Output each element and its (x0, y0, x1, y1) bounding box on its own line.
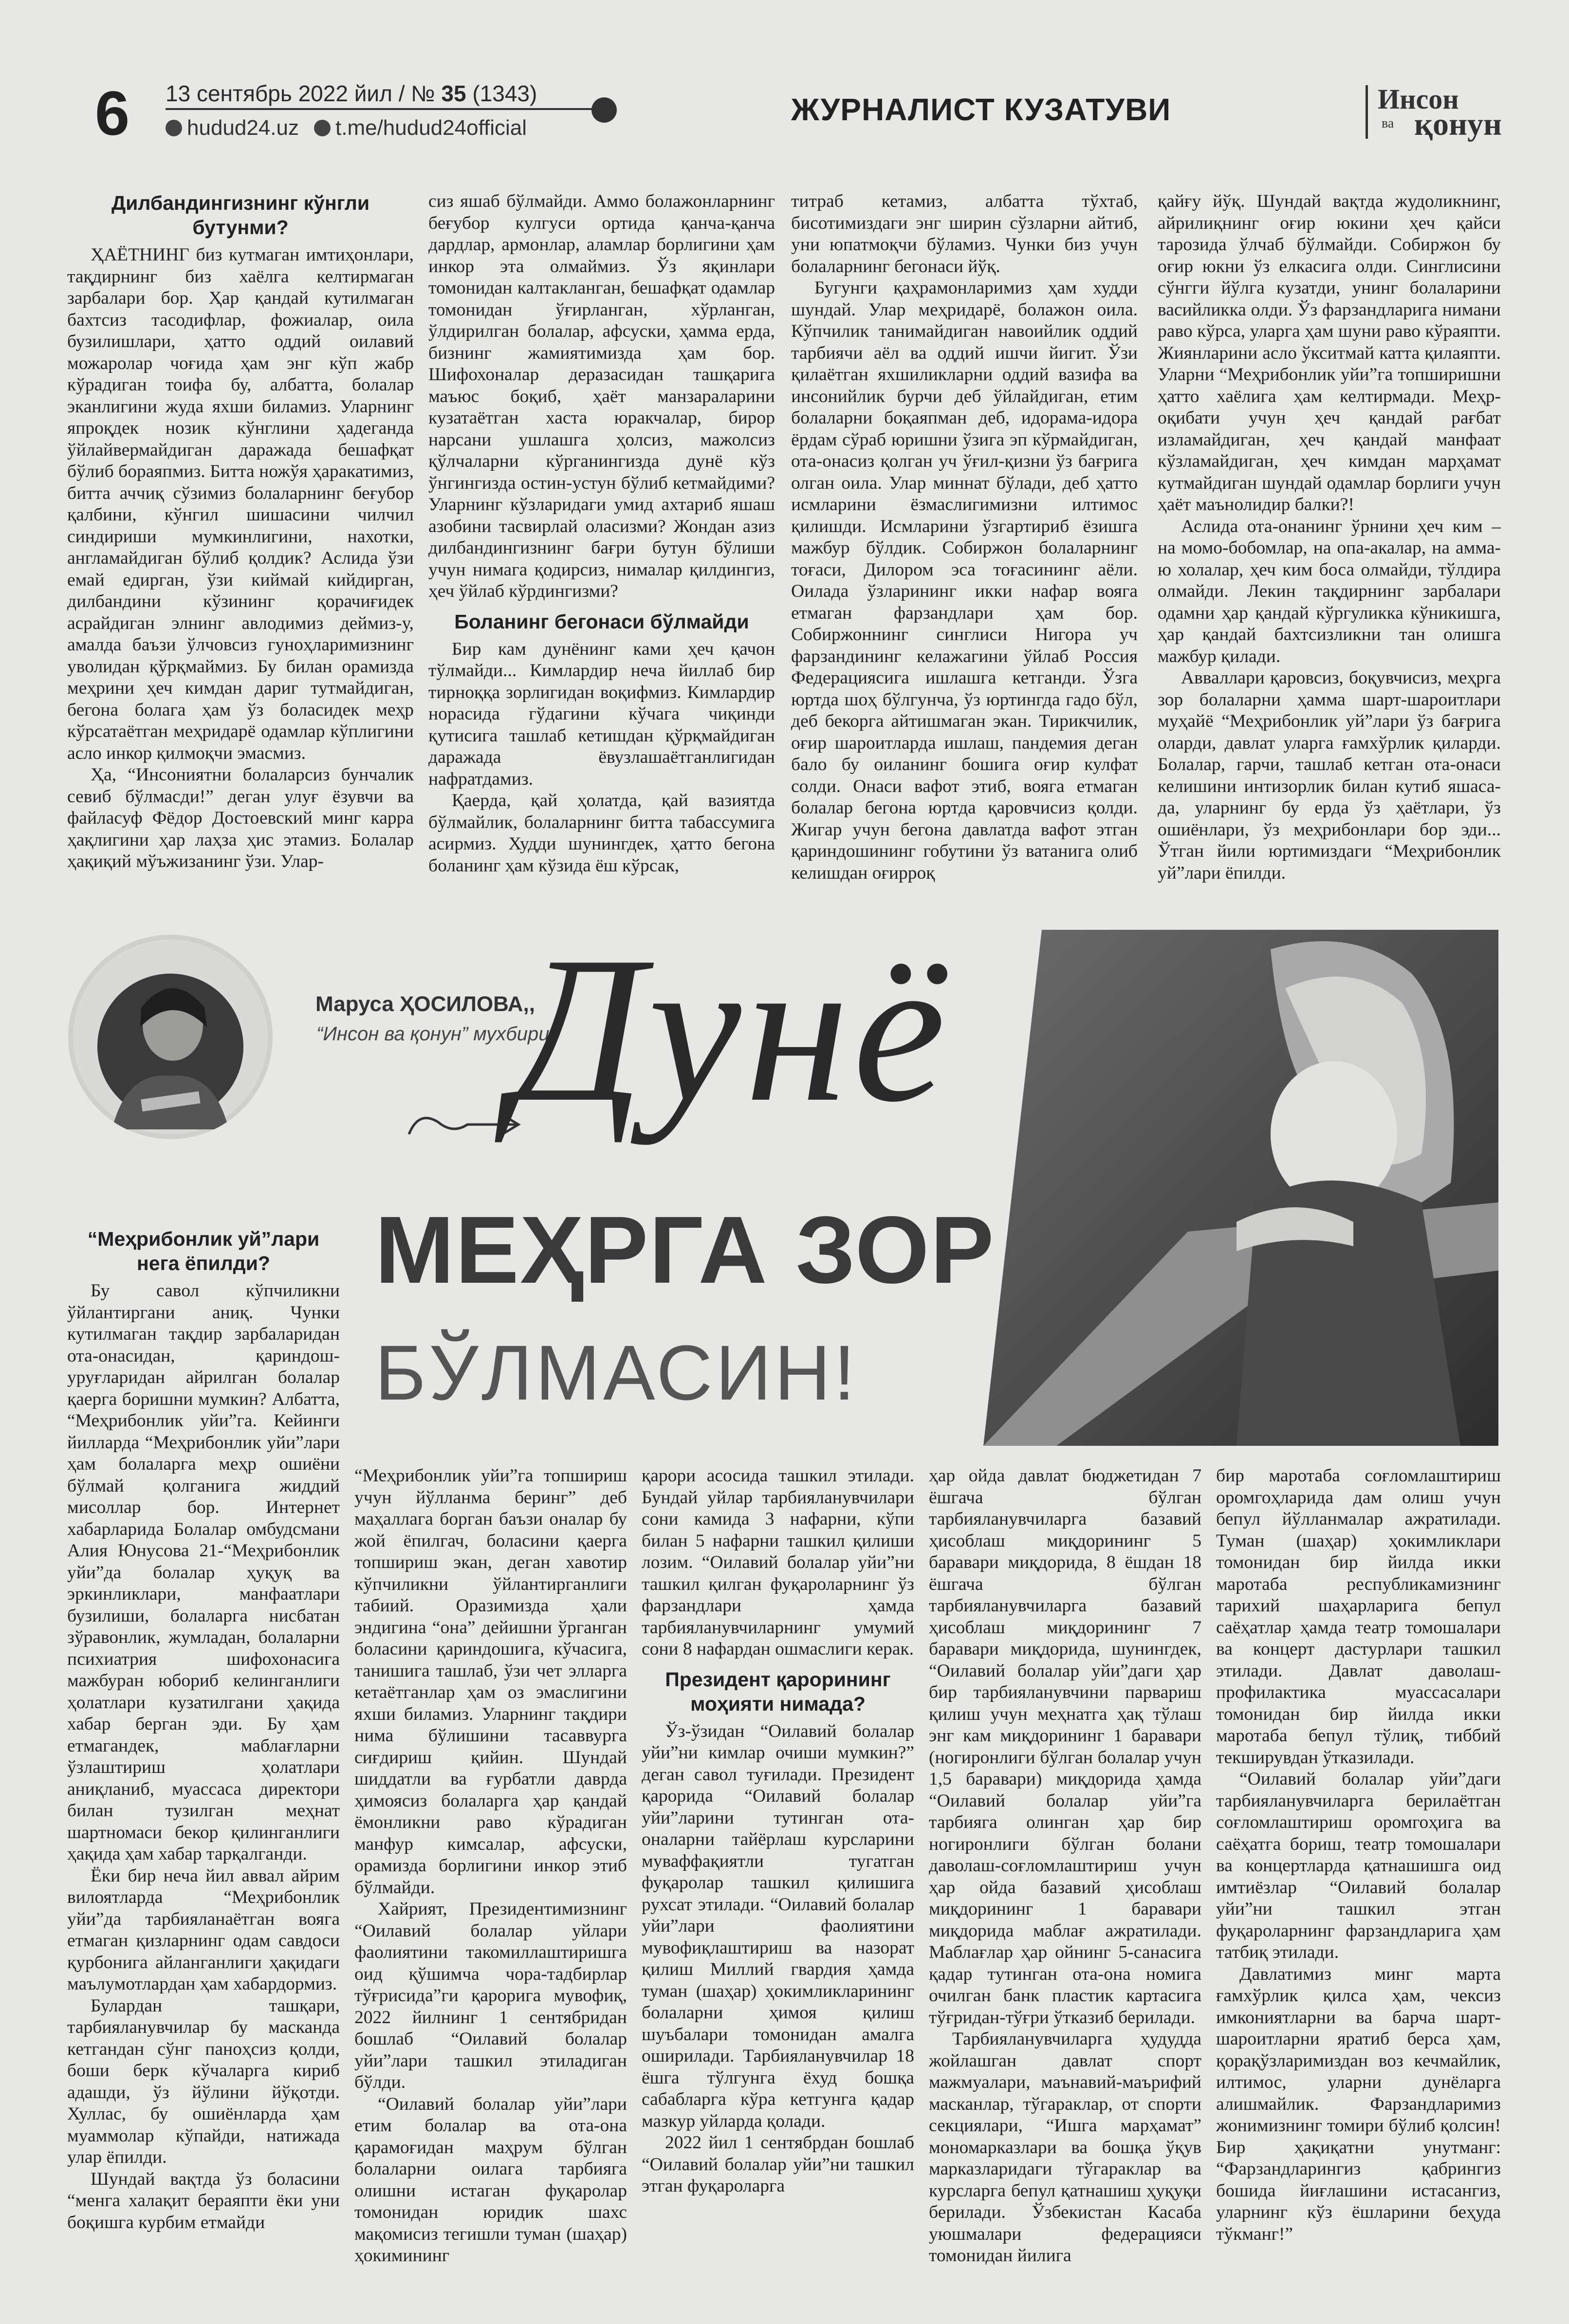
column-2 (428, 191, 775, 877)
page-number: 6 (95, 79, 130, 148)
issue-number: 35 (441, 81, 466, 106)
column-1 (67, 191, 414, 873)
headline-line2: БЎЛМАСИН! (375, 1329, 858, 1416)
paragraph: “Оилавий болалар уйи”лари етим болалар ва ота-она қарамоғидан маҳрум бўлган болаларни оилага тарбияга олишни истаган фуқаролар томонидан юридик шахс мақомисиз тегишли туман (шаҳар) ҳокимининг (354, 2094, 627, 2266)
paragraph: Қаерда, қай ҳолатда, қай вазиятда бўлмайлик, болаларнинг битта табассумига асирмиз. Худди шунингдек, ҳатто бегона боланинг ҳам кўзида ёш кўрсак, (428, 791, 775, 876)
date-text: 13 сентябрь 2022 йил / № (166, 81, 442, 106)
paragraph: қарори асосида ташкил этилади. Бундай уйлар тарбияланувчилари сони камида 3 нафарни, кўпи билан 5 нафарни ташкил қилиши лозим. “Оилавий болалар уйи”ни ташкил қилган фуқароларнинг ўз фарзандлари ҳамда тарбияланувчиларнинг умумий сони 8 нафардан ошмаслиги керак. (642, 1466, 914, 1659)
column-4 (1158, 191, 1501, 884)
column-6 (354, 1465, 627, 2267)
subhead-1: Дилбандингизнинг кўнгли бутунми? (111, 192, 370, 239)
paragraph: Булардан ташқари, тарбияланувчилар бу масканда кетгандан сўнг паноҳсиз қолди, боши берк кўчаларга кириб адашди, ўз йўлини йўқотди. Хуллас, бу ошиёнларда ҳам муаммолар кўпайди, натижада улар ёпилди. (67, 1995, 340, 2167)
paragraph: ҳар ойда давлат бюджетидан 7 ёшгача бўлган тарбияланувчиларга базавий ҳисоблаш миқдорининг 5 баравари миқдорида, 8 ёшдан 18 ёшгача бўлган тарбияланувчиларга базавий ҳисоблаш миқдорининг 7 баравари миқдорида, шунингдек, “Оилавий болалар уйи”даги ҳар бир тарбияланувчини парвариш қилиш учун меҳнатга ҳақ тўлаш энг кам миқдорининг 1 баравари (ногиронлиги бўлган болалар учун 1,5 баравари) миқдорида ҳамда “Оилавий болалар уйи”га тарбияга олинган ҳар бир ногиронлиги бўлган болани даволаш-соғломлаштириш учун ҳар ойда базавий ҳисоблаш миқдорининг 1 баравари миқдорида маблағ ажратилади. Маблағлар ҳар ойнинг 5-санасига қадар тутинган ота-она номига очилган банк пластик картасига тўғридан-тўғри ўтказиб берилади. (929, 1466, 1201, 2028)
paragraph: ҲАЁТНИНГ биз кутмаган имтиҳонлари, тақдирнинг биз хаёлга келтирмаган зарбалари бор. Ҳар қандай кутилмаган бахтсиз тасодифлар, фожиалар, оила бузилишлари, ҳатто оддий оилавий можаролар чоғида ҳам энг кўп жабр кўрадиган тоифа бу, албатта, болалар эканлигини жуда яхши биламиз. Уларнинг япроқдек нозик кўнглини ҳадеганда ўйлайвермайдиган даражада бешафқат бўлиб бораяпмиз. Битта ножўя ҳаракатимиз, битта аччиқ сўзимиз болаларнинг беғубор қалбини, кўнгил шишасини чилчил синдириши мумкинлигини, нахотки, англамайдиган бўлиб қолдик? Аслида ўзи емай едирган, ўзи киймай кийдирган, дилбандини кўзининг қорачиғидек асрайдиган элнинг авлодимиз деймиз-у, амалда баъзи ўлчовсиз гуноҳларимизнинг уволидан қўрқмаймиз. Бу билан орамизда меҳрини ҳеч кимдан дариг тутмайдиган, бегона болага ҳам ўз боласидек меҳр кўрсатаётган меҳридарё одамлар кўплигини асло инкор қилмоқчи эмасмиз. (67, 245, 414, 763)
paragraph: титраб кетамиз, албатта тўхтаб, бисотимиздаги энг ширин сўзларни айтиб, уни юпатмоқчи бўламиз. Чунки биз учун болаларнинг бегонаси йўқ. (791, 191, 1138, 277)
section-title: ЖУРНАЛИСТ КУЗАТУВИ (791, 92, 1171, 127)
paragraph: Авваллари қаровсиз, боқувчисиз, меҳрга зор болаларни ҳамма шарт-шароитлари муҳайё “Меҳрибонлик уй”лари ўз бағрига оларди, давлат уларга ғамхўрлик қиларди. Болалар, гарчи, ташлаб кетган ота-онаси келишини интизорлик билан кутиб яшаса-да, уларнинг бу ерда ўз ҳаётлари, ўз ошиёнлари, ўз меҳрибонлари бор эди... Ўтган йили юртимиздаги “Меҳрибонлик уй”лари ёпилди. (1158, 668, 1501, 883)
paragraph: Ёки бир неча йил аввал айрим вилоятларда “Меҳрибонлик уйи”да тарбияланаётган вояга етмаган қизларнинг одам савдоси қурбонига айланганлиги ҳақидаги маълумотлардан ҳам хабардормиз. (67, 1865, 340, 1994)
header-dot (591, 97, 617, 123)
headline-line1: МЕҲРГА ЗОР (375, 1197, 995, 1303)
column-7 (642, 1465, 914, 2197)
logo-divider (1366, 85, 1368, 139)
paragraph: Давлатимиз минг марта ғамхўрлик қилса ҳам, чексиз имкониятларни ва барча шарт-шароитларни яратиб берса ҳам, қорақўзларимиздан воз кечмайлик, илтимос, уларни дунёларга алишмайлик. Фарзандларимиз жонимизнинг томири бўлиб қолсин! Бир ҳақиқатни унутманг: “Фарзандларингиз қабрингиз бошида йиғлашини истасангиз, уларнинг кўз ёшларини беҳуда тўкманг!” (1216, 1964, 1501, 2244)
paragraph: “Меҳрибонлик уйи”га топшириш учун йўлланма беринг” деб маҳаллага борган баъзи оналар бу жой ёпилгач, боласини қаерга топшириш экан, деган хавотир кўпчиликни ўйлантирганлиги табиий. Оразимизда ҳали эндигина “она” дейишни ўрганган боласини қариндошига, кўчасига, танишига ташлаб, ўзи чет элларга кетаётганлар ҳам оз эмаслигини яхши биламиз. Уларнинг тақдири нима бўлишини тасаввурга сиғдириш қийин. Шундай шиддатли ва ғурбатли даврда ҳимоясиз болаларга ҳар қандай ёмонликни раво кўрадиган манфур кимсалар, афсуски, орамизда борлигини инкор этиб бўлмайди. (354, 1466, 627, 1898)
subhead-4: Президент қарорининг моҳияти нимада? (665, 1668, 891, 1715)
author-photo (68, 935, 273, 1139)
logo-line1: Инсон (1378, 83, 1459, 115)
paragraph: бир маротаба соғломлаштириш оромгоҳларида дам олиш учун бепул йўлланмалар ажратилади. Туман (шаҳар) ҳокимликлари томонидан бир йилда икки маротаба республикамизнинг тарихий шаҳарларига бепул саёҳатлар ҳамда театр томошалари ва концерт дастурлари ташкил этилади. Давлат даволаш-профилактика муассасалари томонидан бир йилда икки маротаба бепул тўлиқ, тиббий текширувдан ўтказилади. (1216, 1466, 1501, 1768)
paragraph: Бу савол кўпчиликни ўйлантиргани аниқ. Чунки кутилмаган тақдир зарбаларидан ота-онасидан, қариндош-уруғларидан айрилган болалар қаерга боришни мумкин? Албатта, “Меҳрибонлик уйи”га. Кейинги йилларда “Меҳрибонлик уйи”лари ҳам болаларга меҳр ошиёни бўлмай қолганига жиддий мисоллар бор. Интернет хабарларида Болалар омбудсмани Алия Юнусова 21-“Меҳрибонлик уйи”да болалар ҳуқуқ ва эркинликлари, манфаатлари бузилиши, болаларга нисбатан зўравонлик, жумладан, болаларни психиатрия шифохонасига мажбуран юбориб келинганлиги ҳолатлари кузатилгани ҳақида хабар берган эди. Бу ҳам етмагандек, маблағларни ўзлаштириш ҳолатлари аниқланиб, муассаса директори билан тузилган меҳнат шартномаси бекор қилинганлиги ҳақида ҳам хабар тарқалганди. (67, 1281, 340, 1864)
logo-line2: қонун (1414, 107, 1502, 142)
child-photo (983, 930, 1498, 1446)
column-5 (67, 1227, 340, 2233)
paragraph: Тарбияланувчиларга ҳудудда жойлашган давлат спорт мажмуалари, маънавий-маърифий масканлар, тўгараклар, от спорти секциялари, “Ишга марҳамат” мономарказлари ва бошқа ўқув марказларидаги тўгараклар ва курсларга бепул қатнашиш ҳуқуқи берилади. Ўзбекистан Касаба уюшмалари федерацияси томонидан йилига (929, 2029, 1201, 2266)
logo-conj: ва (1382, 116, 1394, 131)
paragraph: 2022 йил 1 сентябрдан бошлаб “Оилавий болалар уйи”ни ташкил этган фуқароларга (642, 2133, 914, 2196)
paragraph: қайғу йўқ. Шундай вақтда жудоликнинг, айрилиқнинг оғир юкини ҳеч қайси тарозида ўлчаб бўлмайди. Собиржон бу оғир юкни ўз елкасига олди. Синглисини сўнгги йўлга кузатди, унинг болаларини васийликка олди. Ўз фарзандларига нимани раво кўрса, уларга ҳам шуни раво кўраяпти. Жиянларини асло ўкситмай катта қилаяпти. Уларни “Меҳрибонлик уйи”га топширишни ҳатто хаёлига ҳам келтирмади. Меҳр-оқибати учун ҳеч қандай рағбат изламайдиган, ҳеч қандай манфаат кўзламайдиган, ҳеч кимдан марҳамат кутмайдиган шундай одамлар борлиги учун ҳаёт маънолидир балки?! (1158, 191, 1501, 515)
paragraph: Аслида ота-онанинг ўрнини ҳеч ким – на момо-бобомлар, на опа-акалар, на амма-ю холалар, ҳеч ким боса олмайди, тўлдира олмайди. Лекин тақдирнинг зарбалари одамни ҳар қандай кўргуликка кўникишга, ҳар қандай бахтсизликни тан олишга мажбур қилади. (1158, 516, 1501, 666)
paragraph: Бир кам дунёнинг ками ҳеч қачон тўлмайди... Кимлардир неча йиллаб бир тирноққа зорлигидан воқифмиз. Кимлардир норасида гўдагини кўчага чиқинди қутисига ташлаб кетишдан қўрқмайдиган даражада ёвузлашаётганлигидан нафратдамиз. (428, 639, 775, 789)
telegram-icon (314, 120, 331, 136)
telegram-link[interactable] (314, 116, 527, 140)
column-8 (929, 1465, 1201, 2267)
headline-script: Дунё (511, 914, 950, 1145)
issue-total: (1343) (466, 81, 537, 106)
paragraph: Бугунги қаҳрамонларимиз ҳам худди шундай. Улар меҳридарё, болажон оила. Кўпчилик танимайдиган навоийлик оддий тарбиячи аёл ва оддий ишчи йигит. Ўзи қилаётган яхшиликларни оддий вазифа ва инсонийлик бурчи деб ўйлайдиган, етим болаларни боқаяпман деб, идорама-идора ёрдам сўраб юришни ўзига эп кўрмайдиган, ота-онасиз қолган уч ўғил-қизни ўз бағрига олган оила. Улар миннат бўлади, деб ҳатто исмларини ёзмаслигимизни илтимос қилишди. Исмларини ўзгартириб ёзишга мажбур бўлдик. Собиржон болаларнинг тоғаси, Дилором эса тоғасининг аёли. Оилада ўзларининг икки нафар вояга етмаган фарзандлари ҳам бор. Собиржоннинг синглиси Нигора уч фарзандининг келажагини ўйлаб Россия Федерациясига ишлашга кетганди. Ўзга юртда шоҳ бўлгунча, ўз юртингда гадо бўл, деб бекорга айтишмаган экан. Тирикчилик, оғир шароитларда ишлаш, пандемия деган бало бу оиланинг бошига оғир кулфат солди. Онаси вафот этиб, вояга етмаган болалар бегона юртда қаровчисиз қолди. Жигар учун бегона давлатда вафот этган қариндошининг гобутини ўз ватанига олиб келишдан оғирроқ (791, 278, 1138, 883)
paragraph: Ҳа, “Инсониятни болаларсиз бунчалик севиб бўлмасди!” деган улуғ ёзувчи ва файласуф Фёдор Достоевский минг карра ҳақлигини ҳар лаҳза ҳис этамиз. Болалар ҳақиқий мўъжизанинг ўзи. Улар- (67, 765, 414, 871)
paragraph: Шундай вақтда ўз боласини “менга халақит бераяпти ёки уни боқишга курбим етмайди (67, 2169, 340, 2232)
globe-icon (166, 120, 182, 136)
column-9 (1216, 1465, 1501, 2245)
subhead-2: Боланинг бегонаси бўлмайди (454, 610, 749, 633)
paragraph: Хайрият, Президентимизнинг “Оилавий болалар уйлари фаолиятини такомиллаштиришга оид қўшимча чора-тадбирлар тўғрисида”ги қарорига мувофиқ, 2022 йилнинг 1 сентябридан бошлаб “Оилавий болалар уйи”лари ташкил этиладиган бўлди. (354, 1899, 627, 2092)
paragraph: сиз яшаб бўлмайди. Аммо болажонларнинг беғубор кулгуси ортида қанча-қанча дардлар, армонлар, аламлар борлигини ҳам инкор эта олмаймиз. Ўз яқинлари томонидан калтакланган, бешафқат одамлар томонидан ўғирланган, хўрланган, ўлдирилган болалар, афсуски, ҳамма ерда, бизнинг жамиятимизда ҳам бор. Шифохоналар деразасидан ташқарига маъюс боқиб, ҳаёт манзараларини кузатаётган хаста юракчалар, бирор нарсани ушлашга ҳолсиз, мажолсиз қўлчаларни кўрганингизда дунё кўз ўнгингизда остин-устун бўлиб кетмайдими? Уларнинг кўзларидаги умид ахтариб яшаш азобини тасвирлай оласизми? Жондан азиз дилбандингизнинг бағри бутун бўлиши учун нимага қодирсиз, нималар қилдингиз, ҳеч ўйлаб кўрдингизми? (428, 191, 775, 601)
site-text: hudud24.uz (187, 116, 299, 140)
author-name: Маруса ҲОСИЛОВА,, (315, 992, 535, 1016)
issue-date (166, 80, 537, 107)
header-rule (166, 108, 601, 110)
paragraph: “Оилавий болалар уйи”даги тарбияланувчиларга берилаётган соғломлаштириш оромгоҳига ва саёҳатга бориш, театр томошалари ва концертларда қатнашишга оид имтиёзлар “Оилавий болалар уйи”ни ташкил этган фуқароларнинг фарзандларига ҳам татбиқ этилади. (1216, 1769, 1501, 1962)
telegram-text: t.me/hudud24official (335, 116, 527, 140)
paragraph: Ўз-ўзидан “Оилавий болалар уйи”ни кимлар очиши мумкин?” деган савол туғилади. Президент қарорида “Оилавий болалар уйи”ларини тутинган ота-оналарни тайёрлаш курсларини муваффақиятли тугатган фуқаролар ташкил қилишига рухсат этилади. “Оилавий болалар уйи”лари фаолиятини мувофиқлаштириш ва назорат қилиш Миллий гвардия ҳамда туман (шаҳар) ҳокимликларининг болаларни ҳимоя қилиш шуъбалари томонидан амалга оширилади. Тарбияланувчилар 18 ёшга тўлгунга ёхуд бошқа сабабларга кўра кетгунга қадар мазкур уйларда қолади. (642, 1721, 914, 2131)
column-3 (791, 191, 1138, 884)
site-link[interactable] (166, 116, 299, 140)
author-role: “Инсон ва қонун” мухбири (316, 1023, 550, 1045)
subhead-3: “Меҳрибонлик уй”лари нега ёпилди? (87, 1228, 320, 1274)
